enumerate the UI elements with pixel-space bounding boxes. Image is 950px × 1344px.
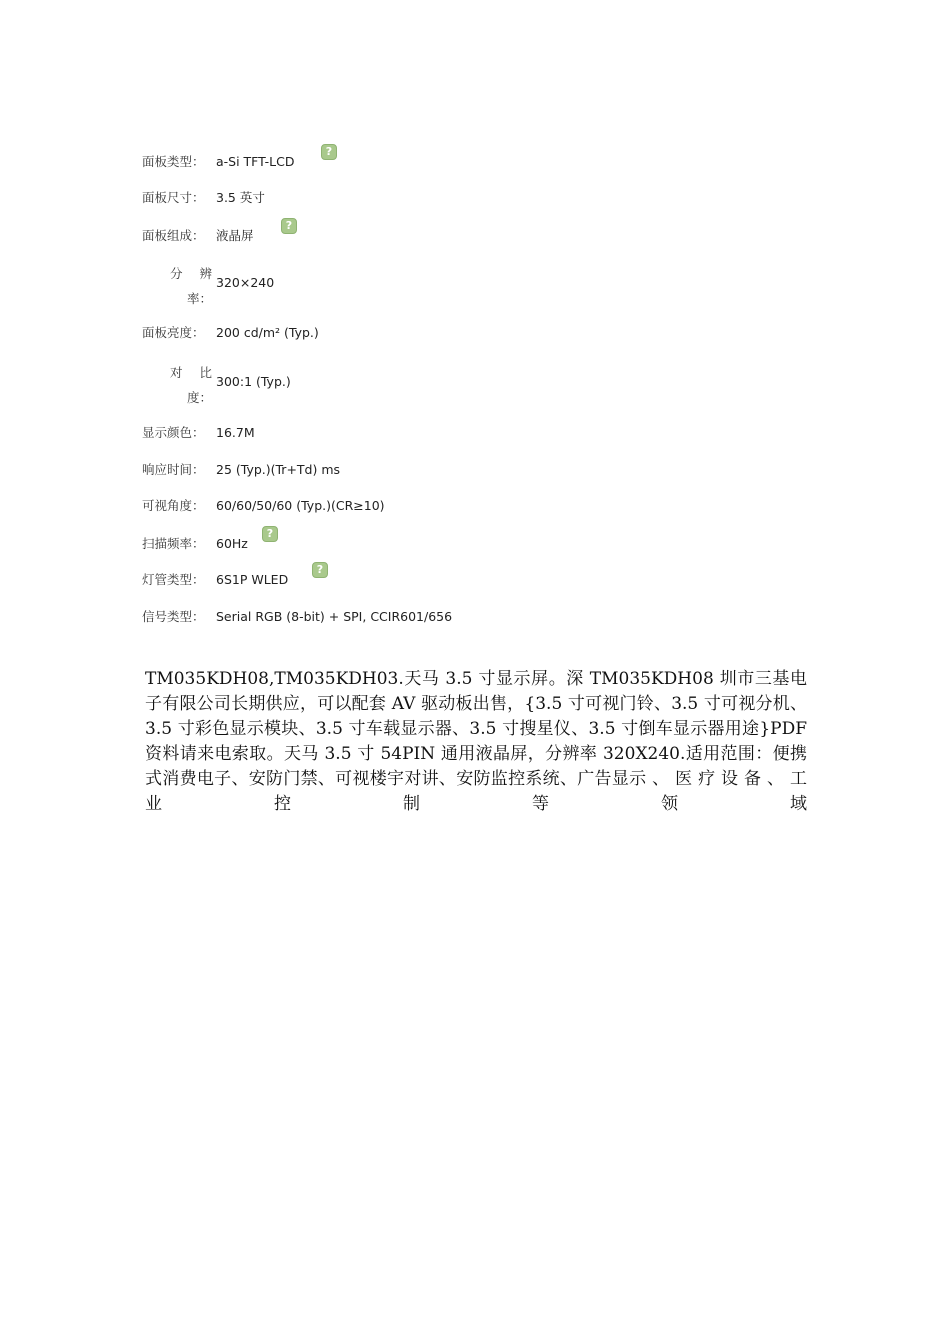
spec-value: 液晶屏 bbox=[216, 228, 254, 243]
spec-label: 可视角度： bbox=[142, 498, 205, 513]
spec-label bbox=[142, 360, 212, 410]
help-icon[interactable]: ? bbox=[281, 218, 297, 234]
help-icon[interactable]: ? bbox=[312, 562, 328, 578]
spec-value: 200 cd/m² (Typ.) bbox=[216, 325, 319, 340]
spec-label: 面板组成： bbox=[142, 228, 205, 243]
spec-label: 面板尺寸： bbox=[142, 190, 205, 205]
spec-value: 60Hz bbox=[216, 536, 248, 551]
spec-label: 面板类型： bbox=[142, 154, 205, 169]
spec-label: 显示颜色： bbox=[142, 425, 205, 440]
help-icon[interactable]: ? bbox=[321, 144, 337, 160]
spec-label: 信号类型： bbox=[142, 609, 205, 624]
spec-value: 320×240 bbox=[216, 275, 275, 290]
spec-label: 扫描频率： bbox=[142, 536, 205, 551]
help-icon[interactable]: ? bbox=[262, 526, 278, 542]
spec-label: 面板亮度： bbox=[142, 325, 205, 340]
spec-value: a-Si TFT-LCD bbox=[216, 154, 295, 169]
spec-value: 3.5 英寸 bbox=[216, 190, 265, 205]
spec-label-line2: 率： bbox=[186, 291, 212, 306]
spec-value: Serial RGB (8-bit) + SPI, CCIR601/656 bbox=[216, 609, 453, 624]
spec-label-line1: 对 比 bbox=[170, 365, 212, 380]
product-description: TM035KDH08,TM035KDH03.天马 3.5 寸显示屏。深 TM035KDH08 圳市三基电子有限公司长期供应，可以配套 AV 驱动板出售，{3.5 寸可视门铃、3.5 寸可视分机、3.5 寸彩色显示模块、3.5 寸车载显示器、3.5 寸搜星仪、3.5 寸倒车显示器用途}PDF 资料请来电索取。天马 3.5 寸 54PIN 通用液晶屏，分辨率 320X240.适用范围：便携式消费电子、安防门禁、可视楼宇对讲、安防监控系统、广告显示 、 医 疗 设 备 、 工 业 控 制 等 领 域 bbox=[145, 669, 807, 814]
spec-label: 灯管类型： bbox=[142, 572, 205, 587]
spec-value: 6S1P WLED bbox=[216, 572, 289, 587]
spec-value: 16.7M bbox=[216, 425, 255, 440]
spec-label-line1: 分 辨 bbox=[170, 266, 212, 281]
spec-value: 60/60/50/60 (Typ.)(CR≥10) bbox=[216, 498, 385, 513]
spec-value: 300:1 (Typ.) bbox=[216, 374, 291, 389]
spec-value: 25 (Typ.)(Tr+Td) ms bbox=[216, 462, 341, 477]
spec-label: 响应时间： bbox=[142, 462, 205, 477]
spec-label bbox=[142, 261, 212, 311]
spec-label-line2: 度： bbox=[186, 390, 212, 405]
